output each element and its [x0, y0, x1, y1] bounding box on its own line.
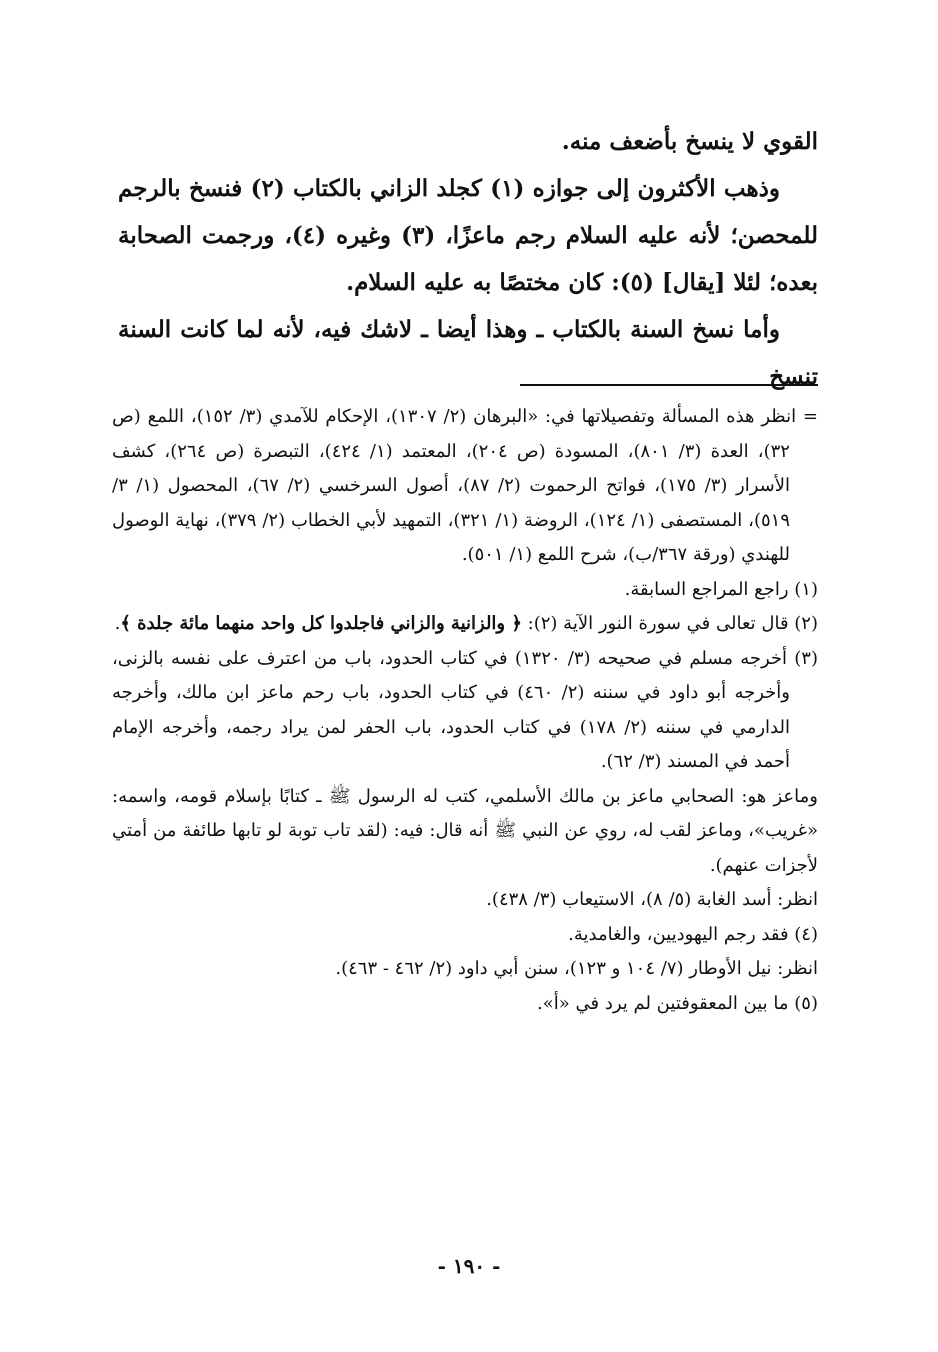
main-paragraph-1: القوي لا ينسخ بأضعف منه. — [561, 128, 818, 155]
footnote-2 — [112, 607, 818, 642]
footnote-4-ref: انظر: نيل الأوطار (٧/ ١٠٤ و ١٢٣)، سنن أبي داود (٢/ ٤٦٢ - ٤٦٣). — [335, 958, 818, 979]
footnote-2-prefix: (٢) قال تعالى في سورة النور الآية (٢): — [521, 613, 818, 634]
footnote-separator — [520, 384, 818, 386]
footnote-4: (٤) فقد رجم اليهوديين، والغامدية. — [568, 923, 818, 945]
footnote-2-suffix: . — [114, 613, 121, 634]
footnote-1: (١) راجع المراجع السابقة. — [624, 578, 818, 600]
main-text — [118, 118, 818, 400]
footnote-5: (٥) ما بين المعقوفتين لم يرد في «أ». — [537, 992, 818, 1014]
footnotes — [112, 400, 818, 1021]
footnote-3-ref: انظر: أسد الغابة (٥/ ٨)، الاستيعاب (٣/ ٤٣٨). — [486, 889, 818, 910]
main-paragraph-2: وذهب الأكثرون إلى جوازه (١) كجلد الزاني بالكتاب (٢) فنسخ بالرجم للمحصن؛ لأنه عليه السلام رجم ماعزًا، (٣) وغيره (٤)، ورجمت الصحابة بعده؛ لئلا [يقال] (٥): كان مختصًا به عليه السلام. — [118, 175, 818, 296]
quran-verse: ﴿ والزانية والزاني فاجلدوا كل واحد منهما مائة جلدة ﴾ — [120, 613, 522, 634]
footnote-3: (٣) أخرجه مسلم في صحيحه (٣/ ١٣٢٠) في كتاب الحدود، باب من اعترف على نفسه بالزنى، وأخرجه أبو داود في سننه (٢/ ٤٦٠) في كتاب الحدود، باب رحم ماعز ابن مالك، وأخرجه الدارمي في سننه (٢/ ١٧٨) في كتاب الحدود، باب الحفر لمن يراد رجمه، وأخرجه الإمام أحمد في المسند (٣/ ٦٢). — [112, 647, 818, 772]
main-paragraph-3: وأما نسخ السنة بالكتاب ـ وهذا أيضا ـ لاشك فيه، لأنه لما كانت السنة تنسخ — [118, 316, 818, 390]
footnote-3-bio: وماعز هو: الصحابي ماعز بن مالك الأسلمي، كتب له الرسول ﷺ ـ كتابًا بإسلام قومه، واسمه: «غريب»، وماعز لقب له، روي عن النبي ﷺ أنه قال: فيه: (لقد تاب توبة لو تابها طائفة من أمتي لأجزات عنهم). — [112, 785, 818, 876]
footnote-continuation: = انظر هذه المسألة وتفصيلاتها في: «البرهان (٢/ ١٣٠٧)، الإحكام للآمدي (٣/ ١٥٢)، اللمع (ص ٣٢)، العدة (٣/ ٨٠١)، المسودة (ص ٢٠٤)، المعتمد (١/ ٤٢٤)، التبصرة (ص ٢٦٤)، كشف الأسرار (٣/ ١٧٥)، فواتح الرحموت (٢/ ٨٧)، أصول السرخسي (٢/ ٦٧)، المحصول (١/ ٣/ ٥١٩)، المستصفى (١/ ١٢٤)، الروضة (١/ ٣٢١)، التمهيد لأبي الخطاب (٢/ ٣٧٩)، نهاية الوصول للهندي (ورقة ٣٦٧/ب)، شرح اللمع (١/ ٥٠١). — [112, 406, 818, 565]
page-number: - ١٩٠ - — [437, 1254, 501, 1278]
